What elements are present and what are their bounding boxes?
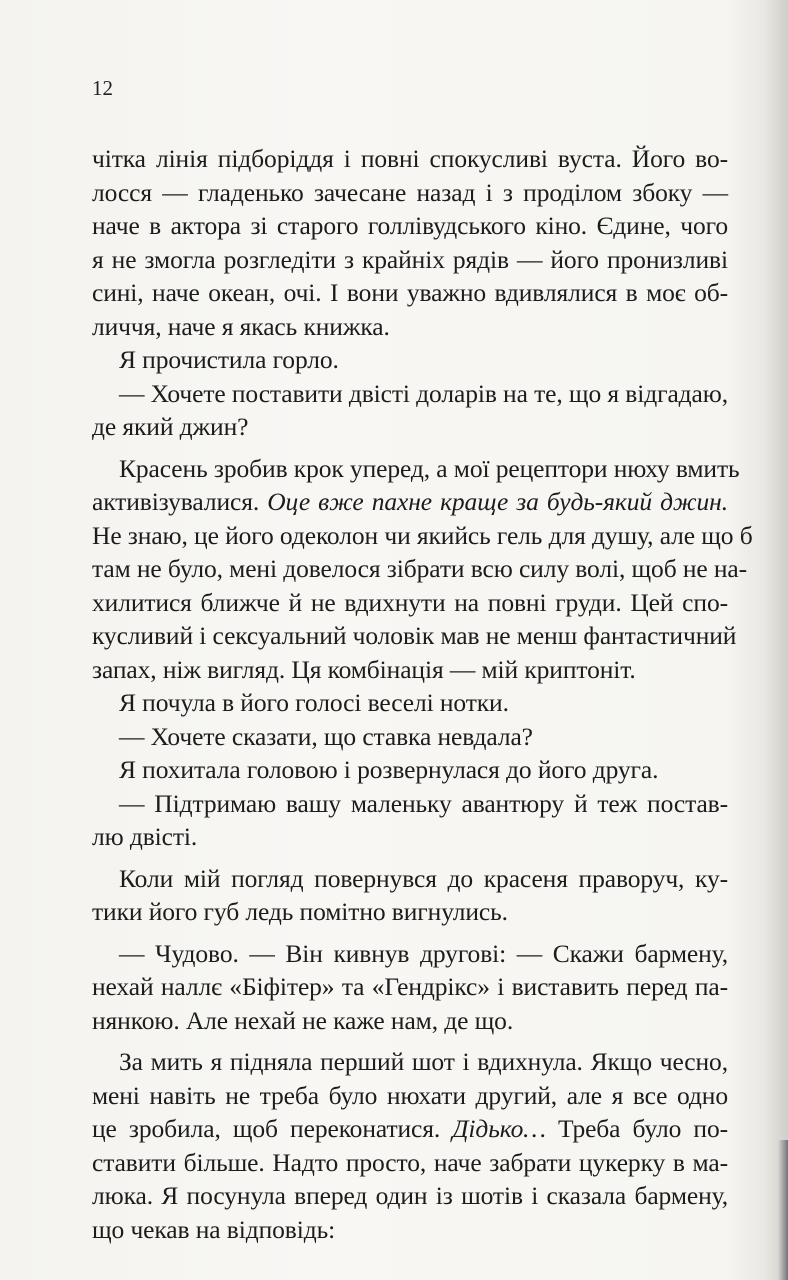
- text-line: запах, ніж вигляд. Ця комбінація — мій криптоніт.: [92, 654, 636, 684]
- text-line: Я почула в його голосі веселі нотки.: [119, 688, 509, 717]
- text-line: — Хочете сказати, що ставка невдала?: [119, 721, 533, 751]
- text-line: де який джин?: [92, 412, 249, 441]
- text-line: там не було, мені довелося зібрати всю силу волі, щоб не на-: [92, 554, 748, 583]
- text-line: — Чудово. — Він кивнув другові: — Скажи бармену,: [119, 938, 728, 968]
- text-line: тики його губ ледь помітно вигнулись.: [92, 897, 508, 926]
- text-line: — Хочете поставити двісті доларів на те, що я відгадаю,: [119, 378, 728, 408]
- text-line: я не змогла розгледіти з крайніх рядів — його пронизливі: [92, 244, 728, 274]
- text-line: що чекав на відповідь:: [92, 1214, 336, 1244]
- italic-text: Оце вже пахне краще за будь-який джин.: [267, 487, 729, 516]
- text-line: — Підтримаю вашу маленьку авантюру й теж постав-: [119, 788, 728, 818]
- italic-text: Дідько…: [452, 1114, 546, 1143]
- text-line: Красень зробив крок уперед, а мої рецептори нюху вмить: [119, 453, 740, 483]
- text-line: [92, 485, 728, 519]
- page-number: 12: [92, 76, 113, 100]
- page-edge-shadow: [778, 1140, 788, 1280]
- text-line: наче в актора зі старого голлівудського кіно. Єдине, чого: [92, 211, 728, 240]
- text-line: хилитися ближче й не вдихнути на повні груди. Цей спо-: [92, 587, 728, 617]
- text-line: За мить я підняла перший шот і вдихнула. Якщо чесно,: [119, 1047, 728, 1076]
- text-line: Я прочистила горло.: [119, 345, 339, 374]
- text-line: лю двісті.: [92, 822, 198, 851]
- text-run: активізувалися.: [92, 487, 268, 516]
- text-line: мені навіть не треба було нюхати другий, але я все одно: [92, 1080, 728, 1110]
- text-line: Коли мій погляд повернувся до красеня праворуч, ку-: [119, 863, 728, 893]
- text-line: ставити більше. Надто просто, наче забрати цукерку в ма-: [92, 1147, 728, 1177]
- body-text: [92, 142, 753, 1246]
- text-line: чітка лінія підборіддя і повні спокусливі вуста. Його во-: [92, 144, 728, 173]
- text-line: личчя, наче я якась книжка.: [92, 311, 390, 341]
- text-line: сині, наче океан, очі. І вони уважно вдивлялися в моє об-: [92, 278, 728, 307]
- text-line: нехай наллє «Біфітер» та «Гендрікс» і виставить перед па-: [92, 972, 728, 1001]
- text-run: це зробила, щоб переконатися.: [92, 1114, 453, 1143]
- text-line: лосся — гладенько зачесане назад і з проділом збоку —: [92, 177, 728, 207]
- text-run: Треба було по-: [545, 1114, 728, 1143]
- text-line: нянкою. Але нехай не каже нам, де що.: [92, 1005, 514, 1035]
- text-line: [92, 1112, 728, 1146]
- text-line: кусливий і сексуальний чоловік мав не менш фантастичний: [92, 621, 737, 650]
- text-line: Я похитала головою і розвернулася до його друга.: [119, 755, 659, 784]
- text-line: Не знаю, це його одеколон чи якийсь гель для душу, але що б: [92, 520, 753, 550]
- text-line: люка. Я посунула вперед один із шотів і сказала бармену,: [92, 1181, 728, 1210]
